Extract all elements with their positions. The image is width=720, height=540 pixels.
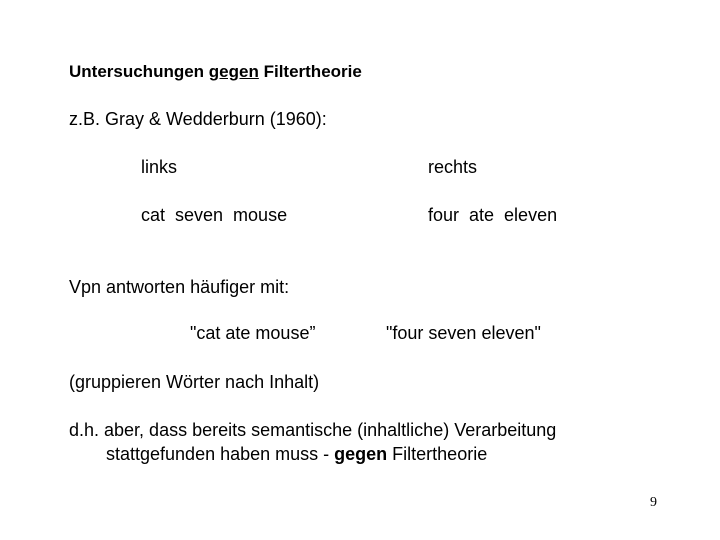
right-channel-label: rechts (428, 157, 478, 177)
left-channel-label: links (141, 157, 178, 177)
slide-title (69, 61, 362, 83)
conclusion-line-2-post: Filtertheorie (387, 444, 488, 464)
right-channel-words: four ate eleven (428, 205, 558, 225)
left-channel-words: cat seven mouse (141, 205, 288, 225)
reference-line: z.B. Gray & Wedderburn (1960): (69, 109, 327, 129)
grouping-note: (gruppieren Wörter nach Inhalt) (69, 372, 320, 392)
response-right: "four seven eleven" (386, 323, 541, 343)
conclusion-bold-word: gegen (334, 444, 388, 464)
title-part-1: Untersuchungen (69, 62, 209, 81)
responses-intro: Vpn antworten häufiger mit: (69, 277, 290, 297)
response-left: "cat ate mouse” (190, 323, 316, 343)
conclusion-line-2 (106, 443, 487, 465)
title-part-3: Filtertheorie (258, 62, 362, 81)
conclusion-line-2-pre: stattgefunden haben muss - (106, 444, 335, 464)
conclusion-line-1: d.h. aber, dass bereits semantische (inhaltliche) Verarbeitung (69, 420, 557, 440)
title-underlined-word: gegen (208, 62, 259, 81)
page-number: 9 (650, 495, 657, 510)
